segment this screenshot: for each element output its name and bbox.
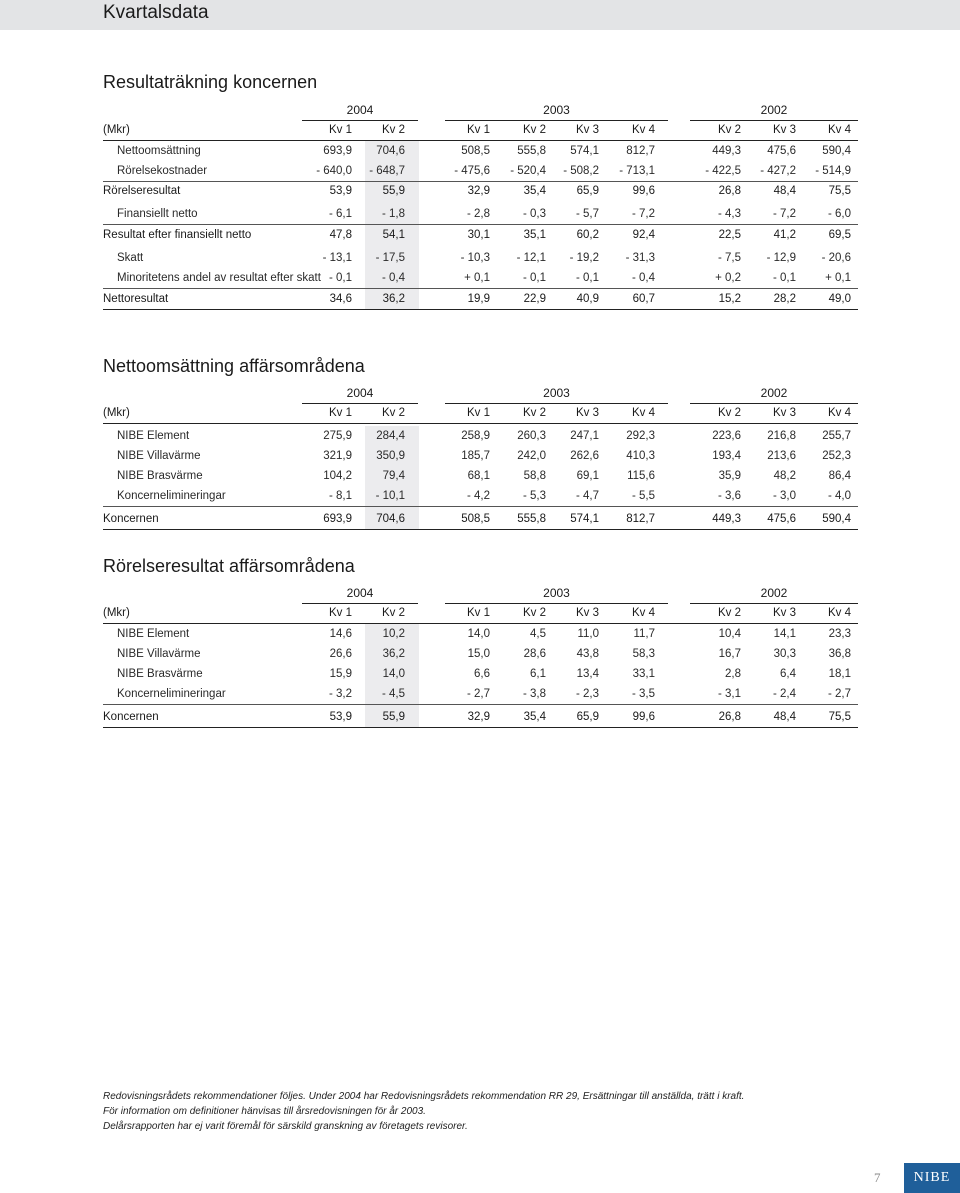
table-cell: 23,3: [828, 628, 851, 640]
table-cell: - 0,1: [772, 272, 796, 284]
table-cell: - 10,3: [460, 252, 490, 264]
table-cell: - 5,3: [522, 490, 546, 502]
table-cell: 812,7: [626, 145, 655, 157]
table-cell: - 7,2: [631, 208, 655, 220]
table-cell: - 19,2: [569, 252, 599, 264]
table-row: [103, 664, 858, 684]
table-cell: 55,9: [382, 711, 405, 723]
table-row: [103, 707, 858, 728]
row-label: NIBE Element: [117, 628, 190, 640]
table-cell: 574,1: [570, 145, 599, 157]
table-cell: 55,9: [382, 185, 405, 197]
year-header: 2002: [760, 386, 788, 400]
column-header: Kv 4: [631, 607, 655, 619]
table-cell: - 20,6: [821, 252, 851, 264]
table-cell: - 7,2: [772, 208, 796, 220]
column-header-row: [103, 603, 858, 624]
table-cell: 693,9: [323, 145, 352, 157]
column-header: Kv 2: [717, 124, 741, 136]
table-cell: 475,6: [767, 513, 796, 525]
table-cell: 275,9: [323, 430, 352, 442]
table-row: [103, 624, 858, 644]
footnote-2: För information om definitioner hänvisas till årsredovisningen för år 2003.: [103, 1106, 426, 1117]
column-header: Kv 1: [466, 607, 490, 619]
table-row: [103, 204, 858, 225]
table-cell: - 2,3: [575, 688, 599, 700]
footnotes: [103, 1089, 744, 1134]
row-label: Minoritetens andel av resultat efter skatt: [117, 272, 321, 284]
table-cell: 65,9: [576, 711, 599, 723]
row-label: NIBE Element: [117, 430, 190, 442]
table-cell: - 427,2: [760, 165, 796, 177]
table-cell: - 2,4: [772, 688, 796, 700]
table-row: [103, 161, 858, 182]
table-row: [103, 466, 858, 486]
table-cell: 704,6: [376, 513, 405, 525]
table-cell: 704,6: [376, 145, 405, 157]
table-cell: - 508,2: [563, 165, 599, 177]
column-header: Kv 4: [631, 407, 655, 419]
table-cell: 79,4: [382, 470, 405, 482]
table-cell: 33,1: [632, 668, 655, 680]
table-cell: + 0,2: [715, 272, 741, 284]
table-cell: - 3,2: [328, 688, 352, 700]
table-cell: 6,6: [474, 668, 490, 680]
table-row: [103, 181, 858, 201]
table-cell: 34,6: [329, 293, 352, 305]
table-cell: - 4,7: [575, 490, 599, 502]
year-header: 2002: [760, 103, 788, 117]
table-cell: - 0,1: [575, 272, 599, 284]
table-cell: - 12,1: [516, 252, 546, 264]
table-cell: 284,4: [376, 430, 405, 442]
table-cell: 2,8: [725, 668, 741, 680]
table-cell: - 0,1: [522, 272, 546, 284]
table-cell: 11,0: [577, 628, 599, 640]
table-cell: 35,9: [718, 470, 741, 482]
table-cell: + 0,1: [825, 272, 851, 284]
table-cell: - 3,0: [772, 490, 796, 502]
page-number: 7: [874, 1170, 881, 1185]
table-row: [103, 509, 858, 530]
table-cell: 86,4: [828, 470, 851, 482]
table-cell: 16,7: [718, 648, 741, 660]
column-header: Kv 2: [522, 607, 546, 619]
table-cell: 30,1: [467, 229, 490, 241]
table-cell: 258,9: [461, 430, 490, 442]
table-cell: 75,5: [828, 711, 851, 723]
table-cell: 58,8: [523, 470, 546, 482]
table-cell: - 0,1: [328, 272, 352, 284]
unit-label: (Mkr): [103, 407, 130, 419]
unit-label: (Mkr): [103, 607, 130, 619]
table-cell: 60,7: [632, 293, 655, 305]
table-cell: - 2,7: [827, 688, 851, 700]
table-cell: 693,9: [323, 513, 352, 525]
table-cell: 812,7: [626, 513, 655, 525]
table-cell: 574,1: [570, 513, 599, 525]
table-cell: 47,8: [329, 229, 352, 241]
table-cell: - 7,5: [717, 252, 741, 264]
table-cell: - 4,0: [827, 490, 851, 502]
table-cell: 75,5: [828, 185, 851, 197]
table-cell: 255,7: [822, 430, 851, 442]
table-cell: 252,3: [822, 450, 851, 462]
table-cell: - 3,5: [631, 688, 655, 700]
table-cell: - 3,1: [717, 688, 741, 700]
year-header: 2004: [346, 386, 374, 400]
row-label: NIBE Brasvärme: [117, 470, 203, 482]
column-header: Kv 3: [772, 607, 796, 619]
table-cell: 104,2: [323, 470, 352, 482]
table-cell: 18,1: [828, 668, 851, 680]
table-cell: 508,5: [461, 513, 490, 525]
column-header: Kv 1: [466, 407, 490, 419]
table-cell: 28,2: [773, 293, 796, 305]
table-cell: 53,9: [329, 711, 352, 723]
table-cell: 14,0: [382, 668, 405, 680]
table-cell: 36,8: [828, 648, 851, 660]
table-cell: 6,1: [530, 668, 546, 680]
table-cell: 15,2: [718, 293, 741, 305]
table-cell: - 4,5: [381, 688, 405, 700]
table-cell: - 6,1: [328, 208, 352, 220]
table-cell: 60,2: [576, 229, 599, 241]
table-row: [103, 446, 858, 466]
table-row: [103, 486, 858, 507]
table-cell: 26,8: [718, 711, 741, 723]
table-row: [103, 141, 858, 161]
table-cell: - 13,1: [322, 252, 352, 264]
column-header: Kv 1: [328, 607, 352, 619]
table-cell: 48,4: [773, 185, 796, 197]
table-cell: - 475,6: [454, 165, 490, 177]
row-label: Resultat efter finansiellt netto: [103, 229, 252, 241]
table-cell: 115,6: [627, 470, 655, 482]
table-cell: 35,4: [523, 185, 546, 197]
row-label: Rörelsekostnader: [117, 165, 208, 177]
table-cell: 36,2: [382, 648, 405, 660]
table-cell: 68,1: [467, 470, 490, 482]
row-label: Nettoresultat: [103, 293, 169, 305]
table-cell: 6,4: [780, 668, 796, 680]
table-cell: - 0,3: [522, 208, 546, 220]
table-cell: - 520,4: [510, 165, 546, 177]
column-header: Kv 4: [827, 607, 851, 619]
column-header-row: [103, 403, 858, 424]
table-cell: 22,9: [523, 293, 546, 305]
table-cell: 32,9: [467, 711, 490, 723]
column-header: Kv 4: [631, 124, 655, 136]
page-title: Kvartalsdata: [103, 2, 209, 23]
table-cell: 99,6: [632, 711, 655, 723]
table-cell: 43,8: [576, 648, 599, 660]
column-header: Kv 4: [827, 407, 851, 419]
table-cell: - 422,5: [705, 165, 741, 177]
table-cell: - 713,1: [619, 165, 655, 177]
table-cell: - 12,9: [766, 252, 796, 264]
year-header: 2004: [346, 103, 374, 117]
table-cell: 11,7: [633, 628, 655, 640]
column-header: Kv 2: [717, 607, 741, 619]
table-cell: - 5,7: [575, 208, 599, 220]
column-header: Kv 2: [522, 407, 546, 419]
table-cell: 10,4: [718, 628, 741, 640]
year-header: 2004: [346, 586, 374, 600]
table-cell: 321,9: [323, 450, 352, 462]
row-label: Koncernelimineringar: [117, 688, 226, 700]
table-cell: 590,4: [822, 513, 851, 525]
table-cell: - 17,5: [375, 252, 405, 264]
table-row: [103, 268, 858, 289]
column-header: Kv 1: [328, 407, 352, 419]
table-cell: 223,6: [712, 430, 741, 442]
table-cell: 10,2: [382, 628, 405, 640]
table-cell: 26,8: [718, 185, 741, 197]
table-cell: - 3,6: [717, 490, 741, 502]
table-cell: - 6,0: [827, 208, 851, 220]
column-header: Kv 3: [772, 124, 796, 136]
table-cell: - 514,9: [815, 165, 851, 177]
table-cell: 41,2: [773, 229, 796, 241]
column-header: Kv 1: [328, 124, 352, 136]
column-header: Kv 2: [381, 124, 405, 136]
table-cell: 35,1: [523, 229, 546, 241]
row-label: Rörelseresultat: [103, 185, 181, 197]
table-cell: 262,6: [570, 450, 599, 462]
column-header: Kv 3: [575, 607, 599, 619]
column-header: Kv 1: [466, 124, 490, 136]
year-header: 2003: [543, 386, 570, 400]
table-cell: 36,2: [382, 293, 405, 305]
column-header: Kv 4: [827, 124, 851, 136]
table-cell: 28,6: [523, 648, 546, 660]
table-row: [103, 248, 858, 268]
row-label: Nettoomsättning: [117, 145, 201, 157]
column-header: Kv 3: [575, 124, 599, 136]
year-header: 2003: [543, 103, 570, 117]
table-cell: 58,3: [632, 648, 655, 660]
table-cell: - 1,8: [381, 208, 405, 220]
table-cell: 19,9: [467, 293, 490, 305]
table-cell: - 4,2: [466, 490, 490, 502]
table-cell: 193,4: [712, 450, 741, 462]
table-cell: 13,4: [576, 668, 599, 680]
table-row: [103, 289, 858, 310]
table-cell: 69,1: [576, 470, 599, 482]
row-label: Koncernelimineringar: [117, 490, 226, 502]
table-cell: 15,0: [467, 648, 490, 660]
table-cell: + 0,1: [464, 272, 490, 284]
row-label: NIBE Villavärme: [117, 648, 201, 660]
column-header-row: [103, 120, 858, 141]
table-cell: 26,6: [329, 648, 352, 660]
section-title: Resultaträkning koncernen: [103, 72, 318, 92]
table-cell: - 31,3: [625, 252, 655, 264]
table-cell: 555,8: [517, 513, 546, 525]
table-cell: 32,9: [467, 185, 490, 197]
table-cell: 65,9: [576, 185, 599, 197]
column-header: Kv 3: [575, 407, 599, 419]
row-label: NIBE Villavärme: [117, 450, 201, 462]
table-cell: 22,5: [718, 229, 741, 241]
table-cell: 14,6: [329, 628, 352, 640]
table-cell: 508,5: [461, 145, 490, 157]
table-cell: 54,1: [382, 229, 405, 241]
table-cell: 350,9: [376, 450, 405, 462]
table-cell: 92,4: [632, 229, 655, 241]
table-cell: 14,0: [467, 628, 490, 640]
footnote-1: Redovisningsrådets rekommendationer följes. Under 2004 har Redovisningsrådets rekommendation RR 29, Ersättningar till anställda, trätt i kraft.: [103, 1091, 745, 1102]
section-title: Nettoomsättning affärsområdena: [103, 356, 365, 376]
table-cell: 35,4: [523, 711, 546, 723]
page-header-bar: [0, 0, 960, 30]
column-header: Kv 2: [381, 407, 405, 419]
table-cell: 475,6: [767, 145, 796, 157]
table-cell: 48,2: [773, 470, 796, 482]
table-cell: - 0,4: [381, 272, 405, 284]
row-label: Skatt: [117, 252, 144, 264]
table-cell: 260,3: [517, 430, 546, 442]
table-cell: - 8,1: [328, 490, 352, 502]
table-cell: - 10,1: [375, 490, 405, 502]
table-cell: - 0,4: [631, 272, 655, 284]
table-cell: 242,0: [517, 450, 546, 462]
column-header: Kv 2: [717, 407, 741, 419]
table-cell: - 2,8: [466, 208, 490, 220]
column-header: Kv 2: [522, 124, 546, 136]
table-cell: 292,3: [626, 430, 655, 442]
table-cell: 4,5: [530, 628, 546, 640]
table-cell: 247,1: [570, 430, 599, 442]
unit-label: (Mkr): [103, 124, 130, 136]
table-cell: 30,3: [773, 648, 796, 660]
section-title: Rörelseresultat affärsområdena: [103, 556, 355, 576]
table-cell: 49,0: [828, 293, 851, 305]
table-cell: 69,5: [828, 229, 851, 241]
table-cell: - 2,7: [466, 688, 490, 700]
table-cell: 40,9: [576, 293, 599, 305]
column-header: Kv 3: [772, 407, 796, 419]
table-row: [103, 684, 858, 705]
row-label: Finansiellt netto: [117, 208, 198, 220]
table-cell: 14,1: [773, 628, 796, 640]
table-cell: - 640,0: [316, 165, 352, 177]
table-cell: 555,8: [517, 145, 546, 157]
nibe-logo: NIBE: [904, 1163, 960, 1193]
year-header: 2002: [760, 586, 788, 600]
table-cell: 449,3: [712, 513, 741, 525]
table-cell: 185,7: [461, 450, 490, 462]
column-header: Kv 2: [381, 607, 405, 619]
table-cell: - 5,5: [631, 490, 655, 502]
table-cell: 15,9: [329, 668, 352, 680]
row-label: Koncernen: [103, 513, 159, 525]
row-label: NIBE Brasvärme: [117, 668, 203, 680]
table-cell: 48,4: [773, 711, 796, 723]
table-cell: 99,6: [632, 185, 655, 197]
table-cell: - 648,7: [369, 165, 405, 177]
table-cell: 213,6: [767, 450, 796, 462]
table-cell: - 3,8: [522, 688, 546, 700]
table-cell: 410,3: [626, 450, 655, 462]
table-cell: - 4,3: [717, 208, 741, 220]
table-cell: 216,8: [767, 430, 796, 442]
row-label: Koncernen: [103, 711, 159, 723]
table-cell: 53,9: [329, 185, 352, 197]
table-row: [103, 426, 858, 446]
table-row: [103, 644, 858, 664]
table-cell: 590,4: [822, 145, 851, 157]
table-row: [103, 225, 858, 245]
year-header: 2003: [543, 586, 570, 600]
table-cell: 449,3: [712, 145, 741, 157]
footnote-3: Delårsrapporten har ej varit föremål för särskild granskning av företagets revisorer.: [103, 1121, 468, 1132]
